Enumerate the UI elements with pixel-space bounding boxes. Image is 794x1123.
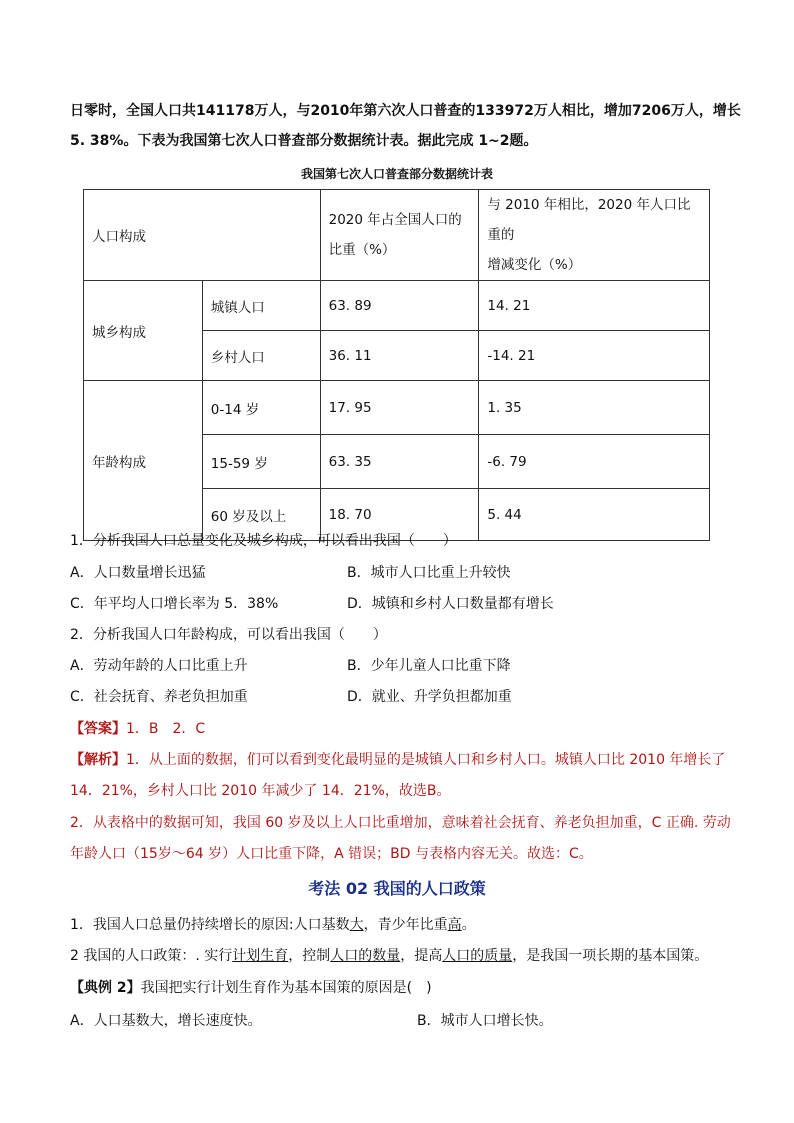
q1-option-a: A．人口数量增长迅猛: [70, 565, 206, 581]
section-heading: 考法 02 我国的人口政策: [308, 879, 486, 898]
analysis-line-3: 2．从表格中的数据可知，我国 60 岁及以上人口比重增加，意味着社会抚育、养老负担加重，C 正确. 劳动: [70, 815, 731, 831]
policy-1-underline-2: 高: [447, 917, 462, 933]
q2-option-c: C．社会抚育、养老负担加重: [70, 689, 248, 705]
row-change: 1. 35: [479, 381, 710, 435]
row-change: 14. 21: [479, 281, 710, 331]
policy-2-underline-3: 人口的质量: [442, 948, 513, 964]
table-header-row: [84, 190, 710, 281]
q1-option-b: B．城市人口比重上升较快: [347, 565, 511, 581]
intro-line-1: 日零时，全国人口共141178万人，与2010年第六次人口普查的133972万人相比，增加7206万人，增长: [70, 103, 741, 119]
policy-point-1: [70, 914, 725, 934]
group-label-urban-rural: 城乡构成: [84, 281, 203, 381]
policy-2-mid-1: ，控制: [288, 948, 331, 964]
header-composition: 人口构成: [84, 190, 321, 281]
table-row: [84, 281, 710, 331]
analysis-line-2: 14．21%，乡村人口比 2010 年减少了 14．21%，故选B。: [70, 783, 451, 799]
row-change: -14. 21: [479, 331, 710, 381]
policy-1-mid: ，青少年比重: [363, 917, 448, 933]
header-change-line2: 增减变化（%）: [487, 257, 582, 273]
question-2-stem: 2．分析我国人口年龄构成，可以看出我国（ ）: [70, 627, 387, 643]
row-name: 60 岁及以上: [202, 489, 320, 541]
example-tag: 【典例 2】: [70, 980, 141, 996]
census-table: [83, 189, 710, 541]
row-name: 乡村人口: [202, 331, 320, 381]
header-share: [320, 190, 479, 281]
intro-line-2: 5. 38%。下表为我国第七次人口普查部分数据统计表。据此完成 1~2题。: [70, 133, 538, 149]
row-name: 0-14 岁: [202, 381, 320, 435]
row-share: 17. 95: [320, 381, 479, 435]
policy-2-mid-2: ，提高: [400, 948, 443, 964]
policy-2-suffix: ，是我国一项长期的基本国策。: [512, 948, 709, 964]
header-share-line2: 比重（%）: [328, 242, 396, 258]
row-name: 城镇人口: [202, 281, 320, 331]
header-change: [479, 190, 710, 281]
policy-point-2: [70, 945, 725, 965]
answer-text: 1．B 2．C: [126, 721, 206, 737]
example-option-a: A．人口基数大，增长速度快。: [70, 1013, 262, 1029]
analysis-tag: 【解析】: [70, 752, 126, 768]
q1-option-c: C．年平均人口增长率为 5．38%: [70, 596, 279, 612]
q1-option-d: D．城镇和乡村人口数量都有增长: [347, 596, 554, 612]
table-caption: 我国第七次人口普查部分数据统计表: [300, 167, 493, 181]
row-change: 5. 44: [479, 489, 710, 541]
question-1-stem: 1．分析我国人口总量变化及城乡构成，可以看出我国（ ）: [70, 533, 457, 549]
row-share: 63. 35: [320, 435, 479, 489]
analysis-text-1: 1．从上面的数据，们可以看到变化最明显的是城镇人口和乡村人口。城镇人口比 2010 年增长了: [126, 752, 726, 768]
answer-line: [70, 718, 725, 738]
example-stem-text: 我国把实行计划生育作为基本国策的原因是( ): [140, 980, 432, 996]
row-share: 63. 89: [320, 281, 479, 331]
example-2-stem: [70, 977, 725, 997]
policy-1-prefix: 1．我国人口总量仍持续增长的原因:人口基数: [70, 917, 350, 933]
table-row: [84, 381, 710, 435]
policy-1-underline-1: 大: [349, 917, 364, 933]
row-change: -6. 79: [479, 435, 710, 489]
analysis-line-1: [70, 749, 725, 769]
policy-2-prefix: 2 我国的人口政策：. 实行: [70, 948, 233, 964]
q2-option-b: B．少年儿童人口比重下降: [347, 658, 511, 674]
example-option-b: B．城市人口增长快。: [417, 1013, 553, 1029]
row-share: 18. 70: [320, 489, 479, 541]
header-share-line1: 2020 年占全国人口的: [328, 212, 462, 228]
policy-2-underline-1: 计划生育: [232, 948, 289, 964]
policy-2-underline-2: 人口的数量: [330, 948, 401, 964]
q2-option-a: A．劳动年龄的人口比重上升: [70, 658, 248, 674]
answer-tag: 【答案】: [70, 721, 126, 737]
row-name: 15-59 岁: [202, 435, 320, 489]
q2-option-d: D．就业、升学负担都加重: [347, 689, 512, 705]
policy-1-suffix: 。: [461, 917, 476, 933]
row-share: 36. 11: [320, 331, 479, 381]
group-label-age: 年龄构成: [84, 381, 203, 541]
analysis-line-4: 年龄人口（15岁～64 岁）人口比重下降，A 错误；BD 与表格内容无关。故选：C。: [70, 846, 593, 862]
header-change-line1: 与 2010 年相比，2020 年人口比重的: [487, 197, 691, 243]
